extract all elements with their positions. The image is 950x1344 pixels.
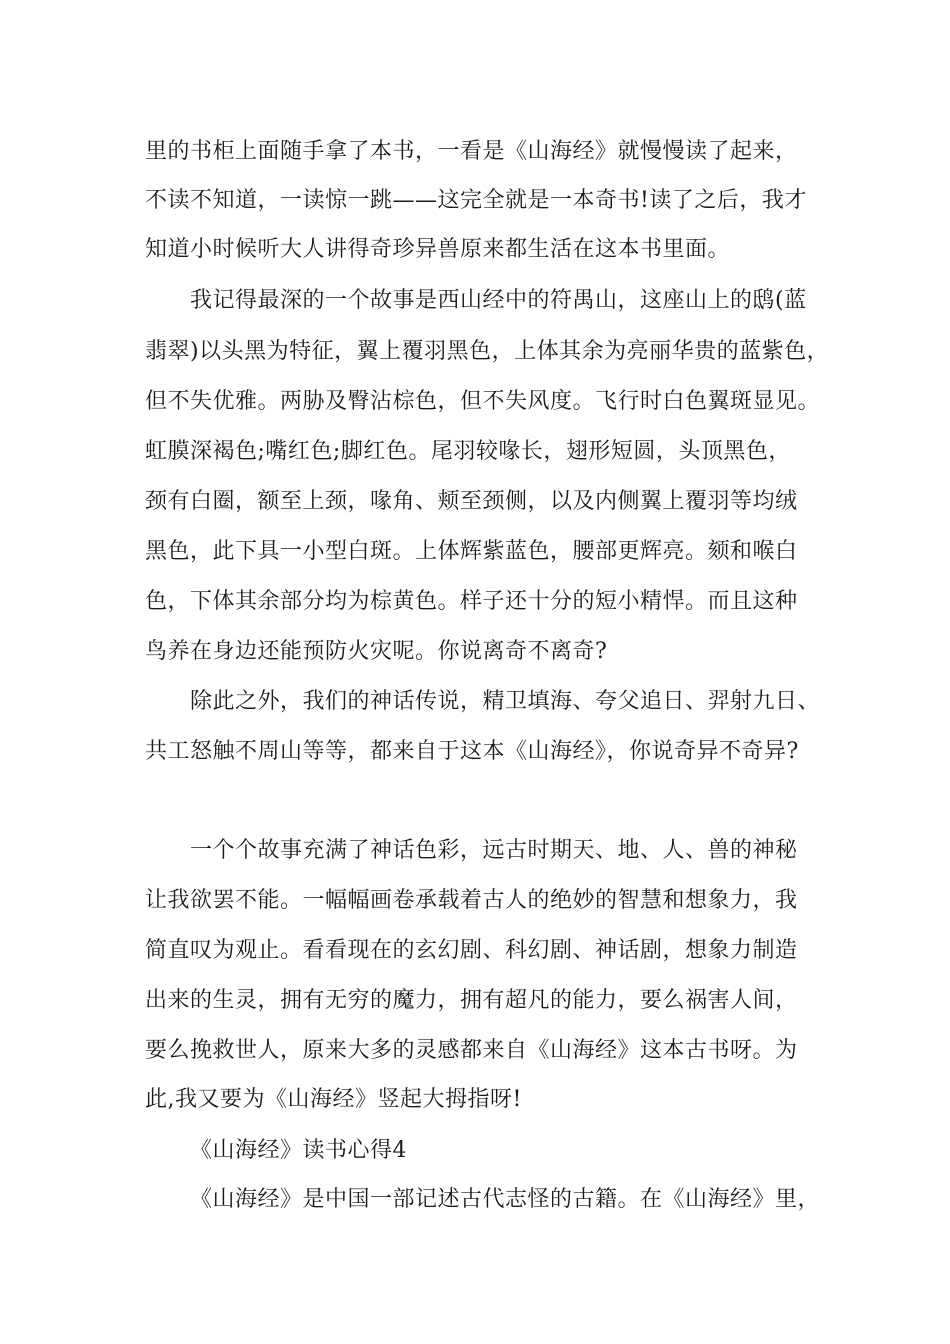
text-line: 除此之外，我们的神话传说，精卫填海、夸父追日、羿射九日、 [190,689,821,714]
text-line: 色，下体其余部分均为棕黄色。样子还十分的短小精悍。而且这种 [145,589,798,614]
text-line: 不读不知道，一读惊一跳——这完全就是一本奇书!读了之后，我才 [145,188,807,213]
text-line: 鸟养在身边还能预防火灾呢。你说离奇不离奇? [145,639,608,664]
text-line: 里的书柜上面随手拿了本书，一看是《山海经》就慢慢读了起来， [145,139,798,164]
text-line: 简直叹为观止。看看现在的玄幻剧、科幻剧、神话剧，想象力制造 [145,938,798,963]
text-line: 知道小时候听大人讲得奇珍异兽原来都生活在这本书里面。 [145,237,731,262]
section-heading: 《山海经》读书心得4 [190,1138,407,1163]
text-line: 虹膜深褐色;嘴红色;脚红色。尾羽较喙长，翅形短圆，头顶黑色， [145,439,791,464]
text-line: 黑色，此下具一小型白斑。上体辉紫蓝色，腰部更辉亮。颏和喉白 [145,539,798,564]
text-line: 共工怒触不周山等等，都来自于这本《山海经》，你说奇异不奇异? [145,739,799,764]
text-line: 但不失优雅。两胁及臀沾棕色，但不失风度。飞行时白色翼斑显见。 [145,389,821,414]
text-line: 出来的生灵，拥有无穷的魔力，拥有超凡的能力，要么祸害人间， [145,988,798,1013]
text-line: 一个个故事充满了神话色彩，远古时期天、地、人、兽的神秘 [190,838,798,863]
text-line: 让我欲罢不能。一幅幅画卷承载着古人的绝妙的智慧和想象力，我 [145,888,798,913]
text-line: 此,我又要为《山海经》竖起大拇指呀! [145,1087,522,1112]
text-line: 我记得最深的一个故事是西山经中的符禺山，这座山上的鸱(蓝 [190,288,807,313]
text-line: 翡翠)以头黑为特征，翼上覆羽黑色，上体其余为亮丽华贵的蓝紫色， [145,339,830,364]
text-line: 要么挽救世人，原来大多的灵感都来自《山海经》这本古书呀。为 [145,1038,798,1063]
text-line: 颈有白圈，额至上颈，喙角、颊至颈侧，以及内侧翼上覆羽等均绒 [145,489,798,514]
text-line: 《山海经》是中国一部记述古代志怪的古籍。在《山海经》里， [190,1187,821,1212]
